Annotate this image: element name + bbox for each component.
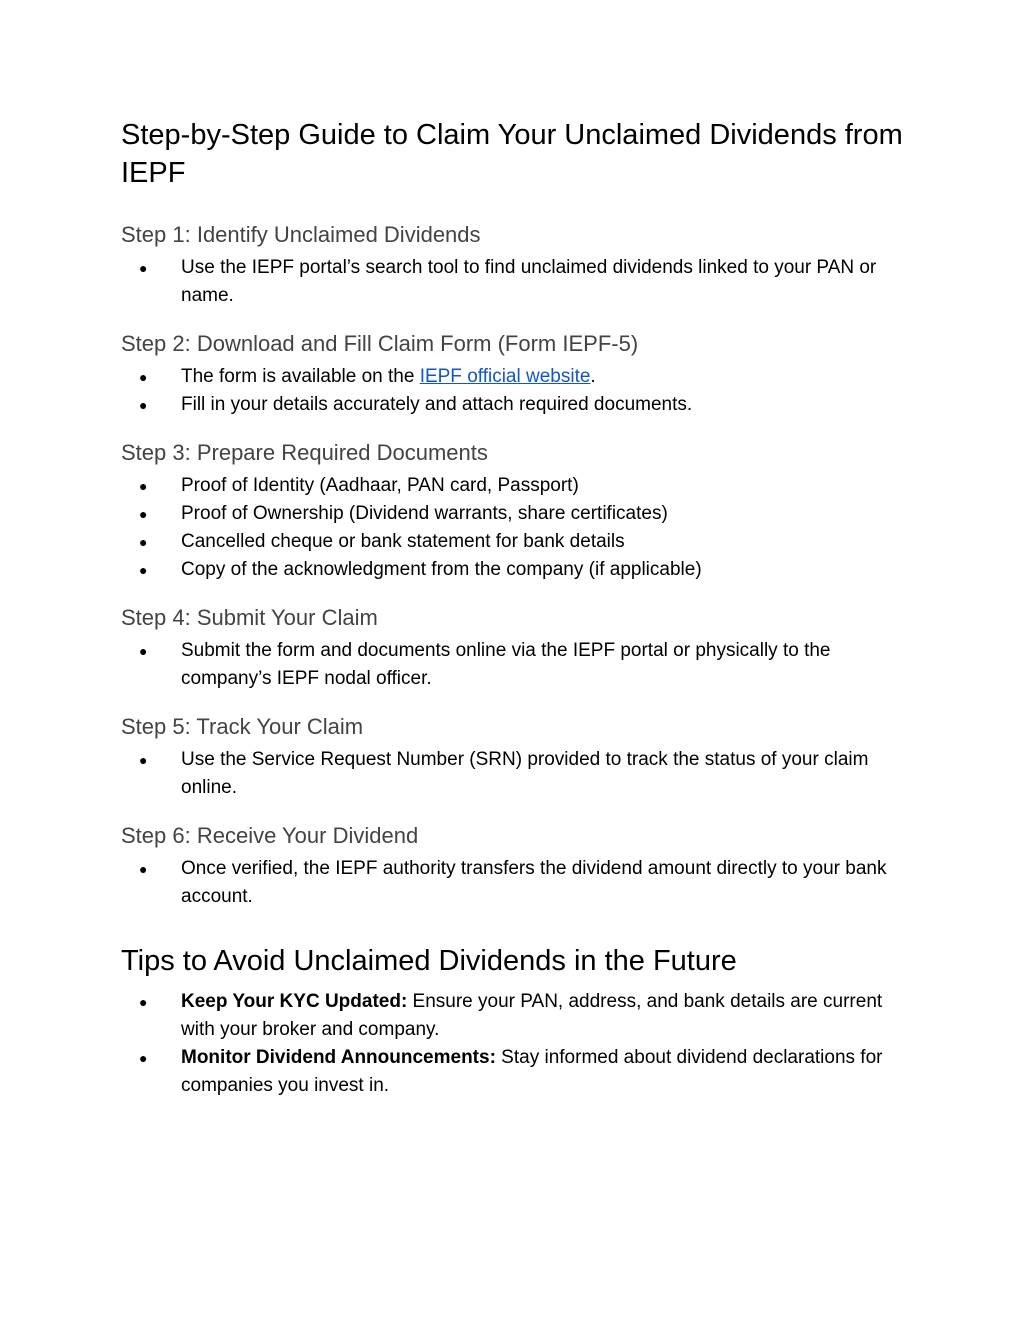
step-5-list [121, 746, 911, 802]
bullet-icon: ● [139, 1050, 148, 1066]
step-6-heading: Step 6: Receive Your Dividend [121, 823, 419, 848]
iepf-website-link[interactable]: IEPF official website [419, 366, 591, 387]
list-item-text-end: . [590, 366, 596, 387]
list-item-text: Proof of Identity (Aadhaar, PAN card, Passport) [181, 475, 579, 496]
bullet-icon: ● [139, 534, 148, 550]
list-item [121, 556, 911, 584]
step-4-heading: Step 4: Submit Your Claim [121, 605, 378, 630]
list-item [121, 363, 911, 391]
bullet-icon: ● [139, 397, 148, 413]
page-title: Step-by-Step Guide to Claim Your Unclaimed Dividends from IEPF [121, 119, 903, 189]
bullet-icon: ● [139, 643, 148, 659]
list-item [121, 472, 911, 500]
list-item-text: The form is available on the [181, 366, 420, 387]
tips-heading: Tips to Avoid Unclaimed Dividends in the Future [121, 945, 737, 977]
list-item-text: Use the Service Request Number (SRN) provided to track the status of your claim online. [181, 749, 869, 798]
bullet-icon: ● [139, 562, 148, 578]
step-4-list [121, 637, 911, 693]
list-item [121, 988, 911, 1044]
list-item [121, 500, 911, 528]
tips-list [121, 988, 911, 1100]
list-item [121, 1044, 911, 1100]
bullet-icon: ● [139, 752, 148, 768]
bullet-icon: ● [139, 506, 148, 522]
step-1-heading: Step 1: Identify Unclaimed Dividends [121, 222, 481, 247]
list-item [121, 855, 911, 911]
bullet-icon: ● [139, 861, 148, 877]
list-item-text: Once verified, the IEPF authority transfers the dividend amount directly to your bank account. [181, 858, 887, 907]
list-item-text: Submit the form and documents online via the IEPF portal or physically to the company’s IEPF nodal officer. [181, 640, 831, 689]
list-item-text: Fill in your details accurately and attach required documents. [181, 394, 693, 415]
step-2-heading: Step 2: Download and Fill Claim Form (Form IEPF-5) [121, 331, 639, 356]
tip-text: Stay informed about dividend declarations for companies you invest in. [181, 1047, 883, 1096]
step-5-heading: Step 5: Track Your Claim [121, 714, 364, 739]
bullet-icon: ● [139, 369, 148, 385]
bullet-icon: ● [139, 994, 148, 1010]
tip-label: Keep Your KYC Updated: [181, 991, 408, 1012]
step-3-list [121, 472, 911, 584]
list-item [121, 254, 911, 310]
list-item [121, 391, 911, 419]
step-2-list [121, 363, 911, 419]
list-item-text: Proof of Ownership (Dividend warrants, share certificates) [181, 503, 668, 524]
list-item-text: Cancelled cheque or bank statement for bank details [181, 531, 625, 552]
step-6-list [121, 855, 911, 911]
bullet-icon: ● [139, 260, 148, 276]
list-item [121, 746, 911, 802]
tip-label: Monitor Dividend Announcements: [181, 1047, 496, 1068]
list-item-text: Use the IEPF portal’s search tool to find unclaimed dividends linked to your PAN or name. [181, 257, 877, 306]
step-3-heading: Step 3: Prepare Required Documents [121, 440, 488, 465]
list-item-text: Copy of the acknowledgment from the company (if applicable) [181, 559, 702, 580]
list-item [121, 528, 911, 556]
document-page [121, 116, 911, 1100]
tip-text: Ensure your PAN, address, and bank details are current with your broker and company. [181, 991, 883, 1040]
bullet-icon: ● [139, 478, 148, 494]
step-1-list [121, 254, 911, 310]
list-item [121, 637, 911, 693]
